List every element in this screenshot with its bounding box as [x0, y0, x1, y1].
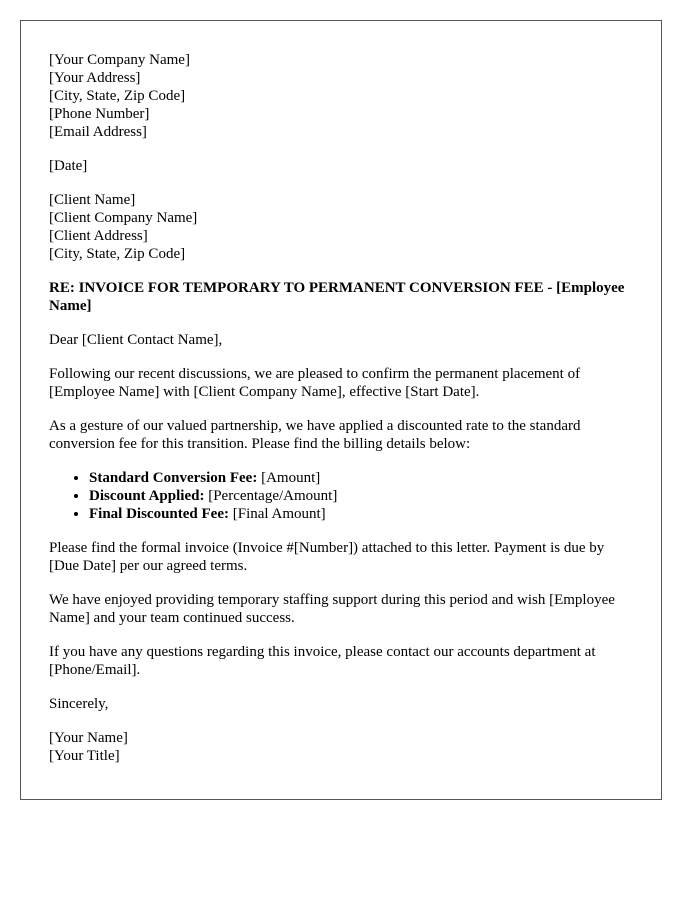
thanks-paragraph: We have enjoyed providing temporary staffing support during this period and wish [Employee Name] and your team continued success. [49, 592, 615, 626]
sender-address: [Your Address] [49, 70, 141, 86]
sender-company: [Your Company Name] [49, 52, 190, 68]
sender-phone: [Phone Number] [49, 106, 150, 122]
invoice-paragraph: Please find the formal invoice (Invoice #[Number]) attached to this letter. Payment is due by [Due Date] per our agreed terms. [49, 540, 605, 574]
fee-item-standard [89, 469, 633, 487]
letter-page [20, 20, 662, 800]
signature-title: [Your Title] [49, 748, 120, 764]
fee-item-final [89, 505, 633, 523]
fee-label: Standard Conversion Fee: [89, 470, 258, 486]
signature-block [49, 729, 633, 765]
intro-paragraph: Following our recent discussions, we are pleased to confirm the permanent placement of [Employee Name] with [Client Company Name], effective [Start Date]. [49, 366, 581, 400]
sender-city-state-zip: [City, State, Zip Code] [49, 88, 186, 104]
contact-paragraph: If you have any questions regarding this invoice, please contact our accounts department at [Phone/Email]. [49, 644, 596, 678]
fee-label: Final Discounted Fee: [89, 506, 229, 522]
fee-value: [Final Amount] [232, 506, 326, 522]
fee-value: [Percentage/Amount] [208, 488, 338, 504]
closing: Sincerely, [49, 696, 109, 712]
fee-item-discount [89, 487, 633, 505]
discount-paragraph: As a gesture of our valued partnership, we have applied a discounted rate to the standard conversion fee for this transition. Please find the billing details below: [49, 418, 581, 452]
recipient-name: [Client Name] [49, 192, 136, 208]
recipient-address: [Client Address] [49, 228, 148, 244]
subject-line: RE: INVOICE FOR TEMPORARY TO PERMANENT CONVERSION FEE - [Employee Name] [49, 280, 625, 314]
fee-list [49, 469, 633, 523]
signature-name: [Your Name] [49, 730, 128, 746]
recipient-company: [Client Company Name] [49, 210, 198, 226]
fee-value: [Amount] [261, 470, 321, 486]
recipient-city-state-zip: [City, State, Zip Code] [49, 246, 186, 262]
sender-email: [Email Address] [49, 124, 147, 140]
sender-address-block [49, 51, 633, 141]
fee-label: Discount Applied: [89, 488, 205, 504]
recipient-address-block [49, 191, 633, 263]
salutation: Dear [Client Contact Name], [49, 332, 223, 348]
date-line: [Date] [49, 158, 88, 174]
